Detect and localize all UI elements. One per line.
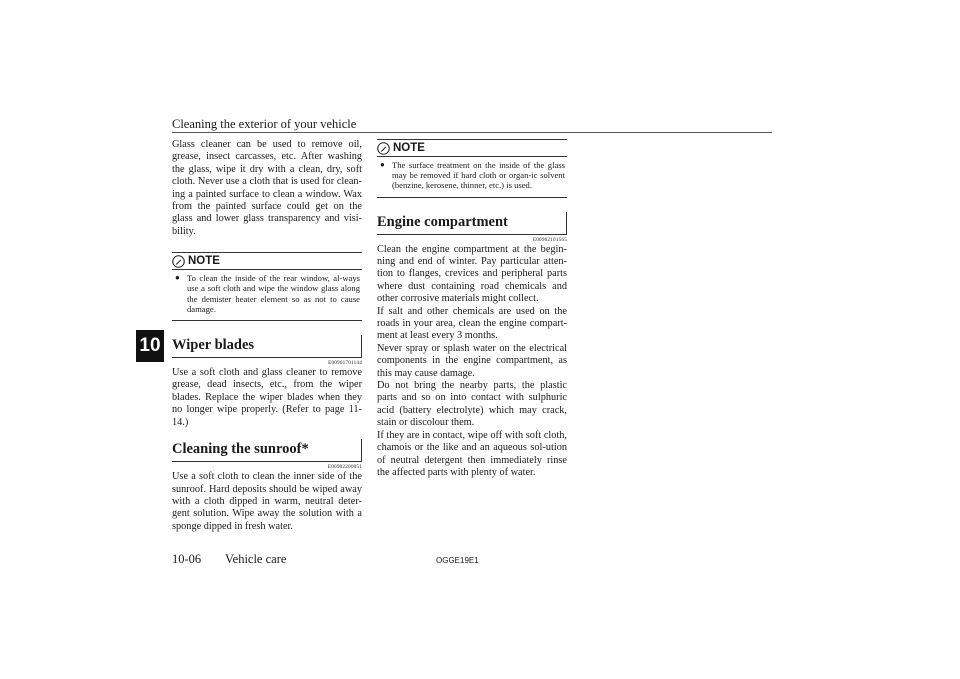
note-box-glass-treatment — [377, 139, 567, 198]
note-label: NOTE — [188, 255, 220, 268]
bullet-icon: ● — [175, 273, 180, 283]
note-box-rear-window — [172, 252, 362, 321]
note-header — [377, 140, 567, 157]
bullet-icon: ● — [380, 160, 385, 169]
running-title: Cleaning the exterior of your vehicle — [172, 117, 357, 131]
note-item — [377, 160, 567, 191]
sunroof-title: Cleaning the sunroof* — [172, 441, 309, 458]
engine-compartment-code: E00902101565 — [532, 236, 567, 243]
engine-paragraph-4: Do not bring the nearby parts, the plastic parts and so on into contact with sulphuric acid (battery electrolyte) which may crack, stain or discolour them. — [377, 380, 567, 429]
sunroof-code: E00902200051 — [327, 464, 362, 471]
heading-bar — [361, 439, 362, 461]
engine-paragraph-3: Never spray or splash water on the electrical components in the engine compartment, as this may cause damage. — [377, 342, 567, 379]
engine-paragraph-5: If they are in contact, wipe off with soft cloth, chamois or the like and an aqueous sol-ution of neutral detergent then immediately rinse the affected parts with plenty of water. — [377, 429, 567, 478]
section-name: Vehicle care — [225, 552, 287, 566]
header-rule — [172, 132, 772, 133]
left-column — [172, 139, 362, 533]
note-text: The surface treatment on the inside of the glass may be removed if hard cloth or organ-ic solvent (benzine, kerosene, thinner, etc.) is used. — [392, 160, 565, 191]
engine-compartment-heading — [377, 212, 567, 235]
engine-compartment-title: Engine compartment — [377, 213, 508, 230]
document-code: OGGE19E1 — [436, 556, 479, 565]
heading-bar — [566, 212, 567, 234]
note-pencil-icon — [377, 142, 390, 155]
note-item — [172, 273, 362, 314]
note-label: NOTE — [393, 142, 425, 154]
engine-paragraph-2: If salt and other chemicals are used on the roads in your area, clean the engine compart-ment at least every 3 months. — [377, 305, 567, 342]
wiper-blades-code: E00901701144 — [328, 360, 362, 367]
note-pencil-icon — [172, 255, 185, 268]
note-text: To clean the inside of the rear window, al-ways use a soft cloth and wipe the window glass along the demister heater element so as not to cause damage. — [187, 273, 360, 314]
wiper-blades-paragraph: Use a soft cloth and glass cleaner to remove grease, dead insects, etc., from the wiper blades. Replace the wiper blades when they no longer wipe properly. (Refer to page 11-14.) — [172, 367, 362, 428]
note-header — [172, 253, 362, 270]
heading-bar — [361, 335, 362, 357]
wiper-blades-title: Wiper blades — [172, 337, 255, 354]
engine-paragraph-1: Clean the engine compartment at the begin-ning and end of winter. Pay particular atten-tion to flanges, crevices and peripheral parts where dust containing road chemicals and other corrosive materials might collect. — [377, 243, 567, 305]
chapter-tab: 10 — [136, 330, 164, 362]
sunroof-heading — [172, 439, 362, 462]
glass-cleaning-paragraph: Glass cleaner can be used to remove oil, grease, insect carcasses, etc. After washing the glass, wipe it dry with a clean, dry, soft cloth. Never use a cloth that is used for clean-ing a painted surface to clean a window. Wax from the painted surface could get on the glass and lower glass transparency and visi-bility. — [172, 139, 362, 237]
right-column — [377, 139, 567, 479]
page-number: 10-06 — [172, 552, 202, 566]
sunroof-paragraph: Use a soft cloth to clean the inner side of the sunroof. Hard deposits should be wiped away with a cloth dipped in warm, neutral deter-gent solution. Wipe away the solution with a sponge dipped in fresh water. — [172, 471, 362, 532]
wiper-blades-heading — [172, 335, 362, 358]
